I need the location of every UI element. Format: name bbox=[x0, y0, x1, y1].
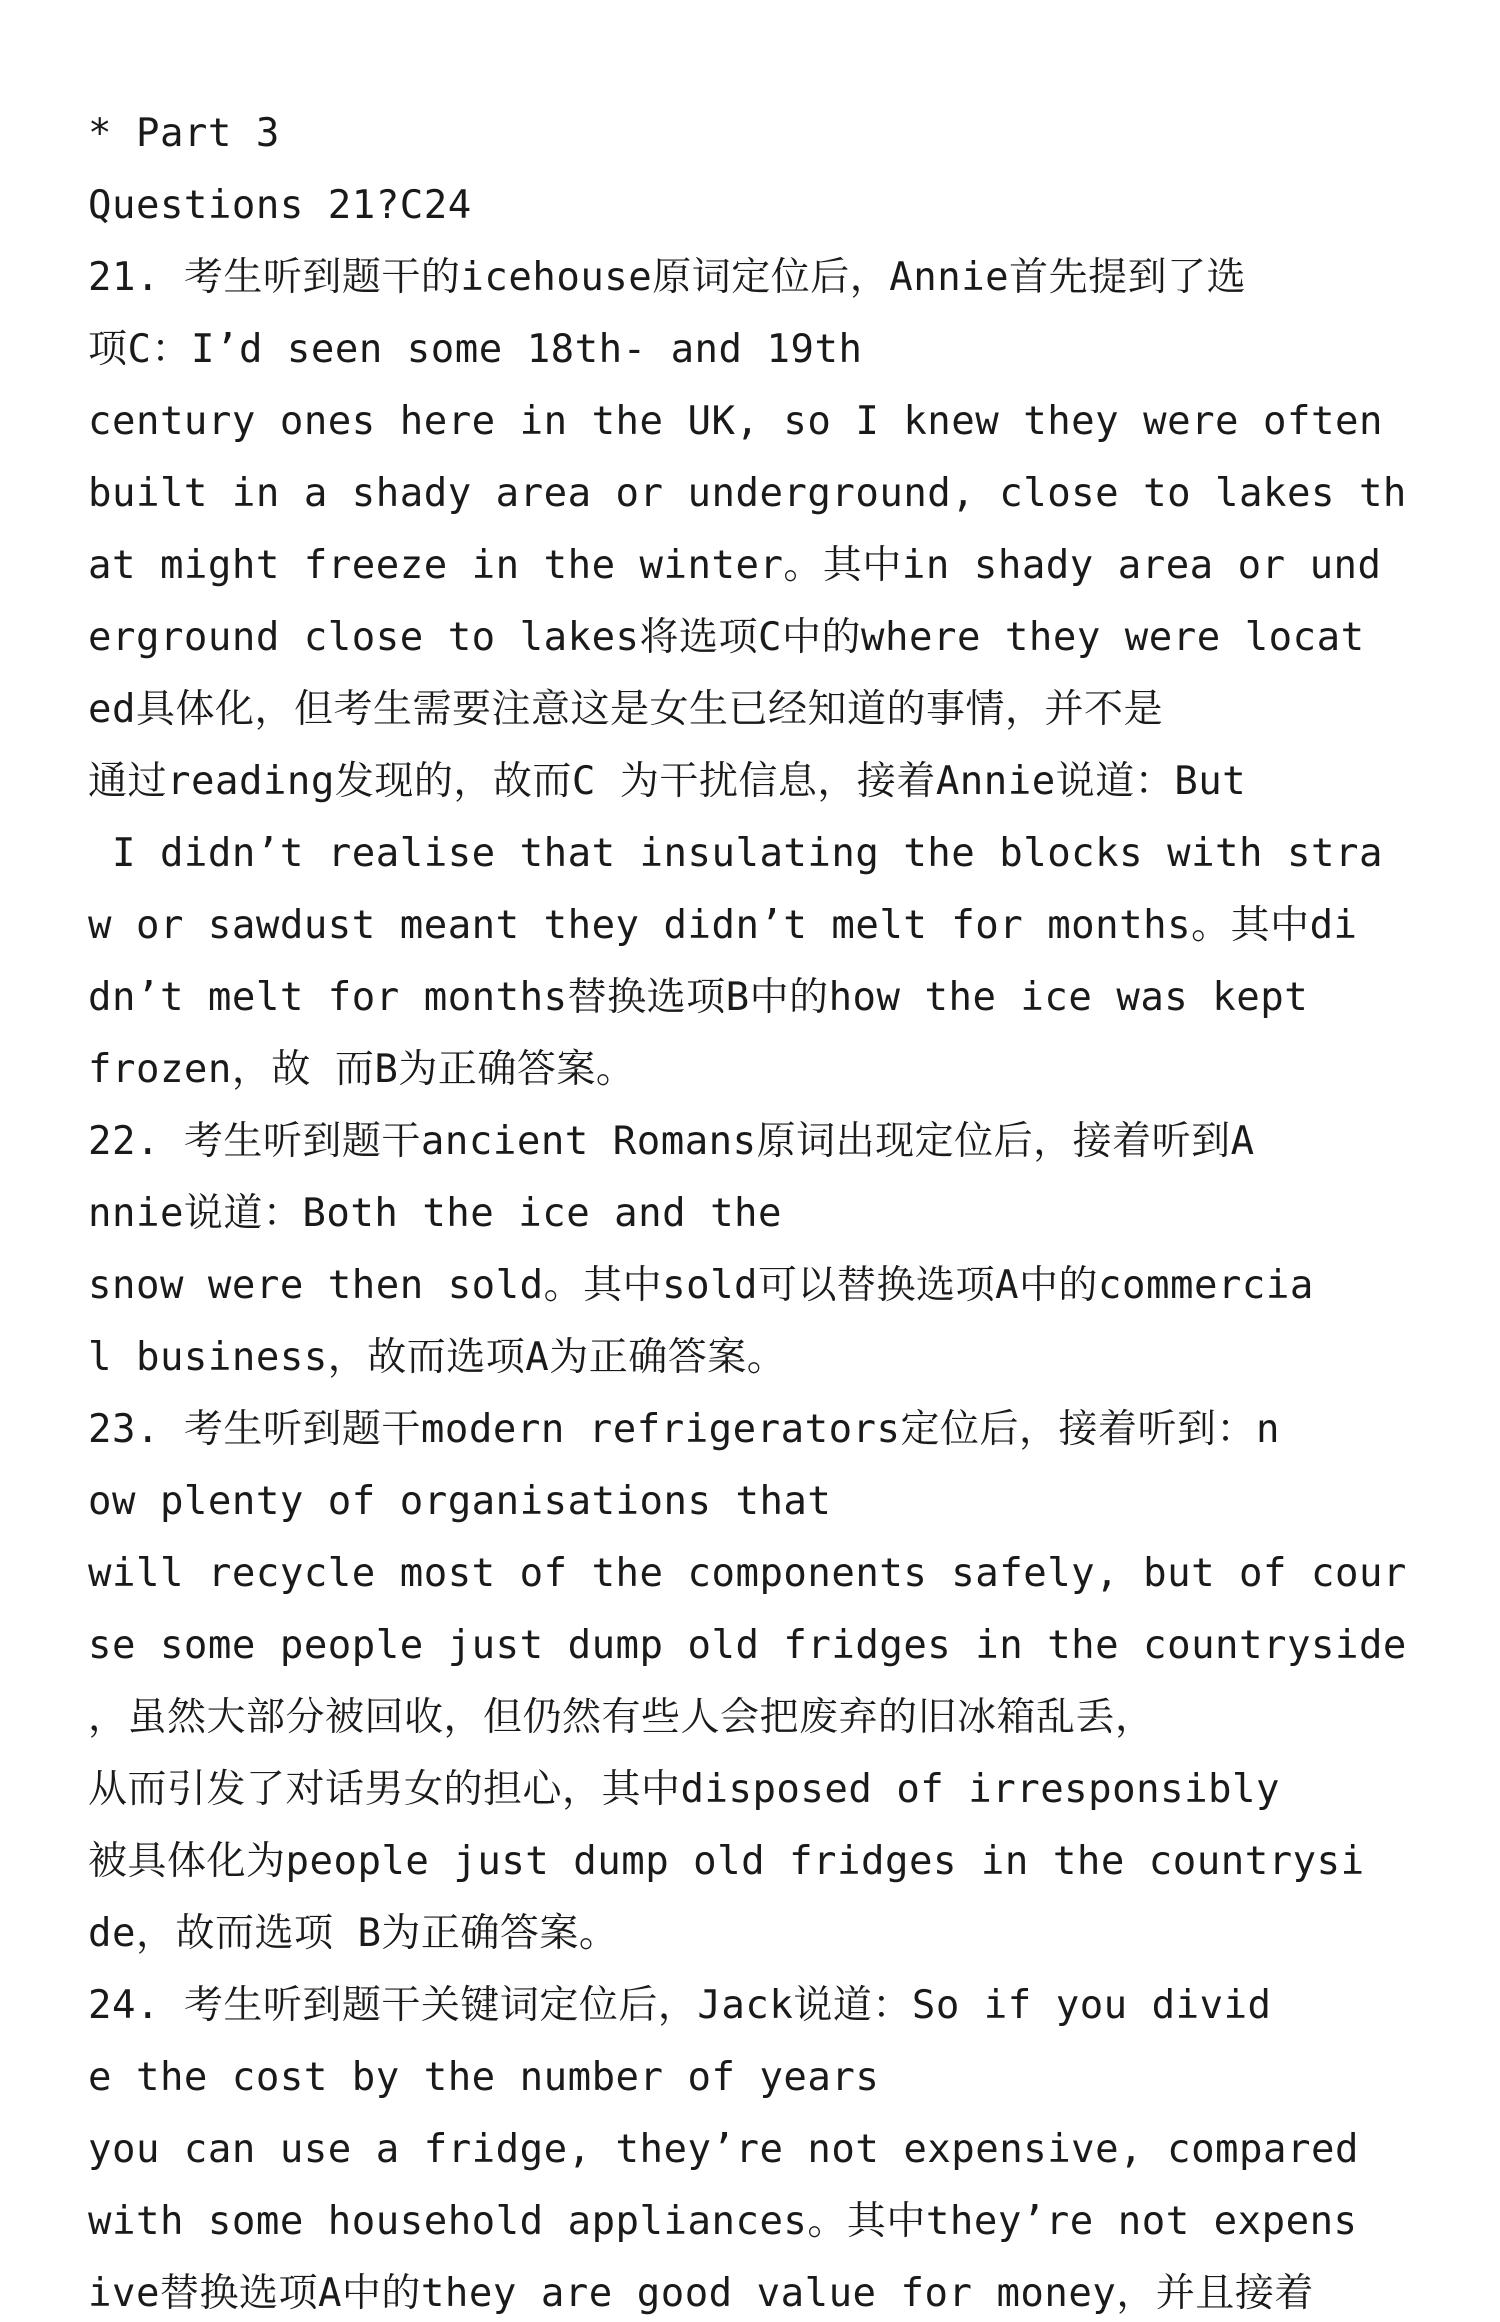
text-line: 22. 考生听到题干ancient Romans原词出现定位后，接着听到A bbox=[88, 1119, 1255, 1164]
text-line: l business，故而选项A为正确答案。 bbox=[88, 1335, 787, 1380]
text-line: 23. 考生听到题干modern refrigerators定位后，接着听到：n bbox=[88, 1407, 1280, 1452]
answer-explanation-text bbox=[88, 98, 1418, 2322]
heading-questions: Questions 21?C24 bbox=[88, 183, 472, 228]
text-line: ive替换选项A中的they are good value for money，并且接着 bbox=[88, 2271, 1314, 2316]
text-line: ，虽然大部分被回收，但仍然有些人会把废弃的旧冰箱乱丢， bbox=[88, 1695, 1155, 1740]
text-line: 被具体化为people just dump old fridges in the countrysi bbox=[88, 1839, 1365, 1884]
text-line: e the cost by the number of years bbox=[88, 2055, 880, 2100]
text-line: 项C：I’d seen some 18th- and 19th bbox=[88, 327, 863, 372]
text-line: frozen，故 而B为正确答案。 bbox=[88, 1047, 636, 1092]
text-line: will recycle most of the components safely, but of cour bbox=[88, 1551, 1407, 1596]
text-line: erground close to lakes将选项C中的where they were locat bbox=[88, 615, 1365, 660]
text-line: I didn’t realise that insulating the blocks with stra bbox=[88, 831, 1383, 876]
text-line: 21. 考生听到题干的icehouse原词定位后，Annie首先提到了选 bbox=[88, 255, 1247, 300]
text-line: ow plenty of organisations that bbox=[88, 1479, 832, 1524]
text-line: at might freeze in the winter。其中in shady area or und bbox=[88, 543, 1382, 588]
text-line: de，故而选项 B为正确答案。 bbox=[88, 1911, 619, 1956]
text-line: 从而引发了对话男女的担心，其中disposed of irresponsibly bbox=[88, 1767, 1280, 1812]
text-line: snow were then sold。其中sold可以替换选项A中的commercia bbox=[88, 1263, 1314, 1308]
text-line: dn’t melt for months替换选项B中的how the ice was kept bbox=[88, 975, 1309, 1020]
text-line: w or sawdust meant they didn’t melt for months。其中di bbox=[88, 903, 1358, 948]
heading-part: * Part 3 bbox=[88, 111, 280, 156]
text-line: se some people just dump old fridges in the countryside bbox=[88, 1623, 1407, 1668]
text-line: nnie说道：Both the ice and the bbox=[88, 1191, 783, 1236]
text-line: 通过reading发现的，故而C 为干扰信息，接着Annie说道：But bbox=[88, 759, 1247, 804]
text-line: built in a shady area or underground, close to lakes th bbox=[88, 471, 1407, 516]
text-line: you can use a fridge, they’re not expensive, compared bbox=[88, 2127, 1359, 2172]
text-line: with some household appliances。其中they’re not expens bbox=[88, 2199, 1358, 2244]
text-line: century ones here in the UK, so I knew they were often bbox=[88, 399, 1383, 444]
text-line: 24. 考生听到题干关键词定位后，Jack说道：So if you divid bbox=[88, 1983, 1272, 2028]
text-line: ed具体化，但考生需要注意这是女生已经知道的事情，并不是 bbox=[88, 687, 1163, 732]
